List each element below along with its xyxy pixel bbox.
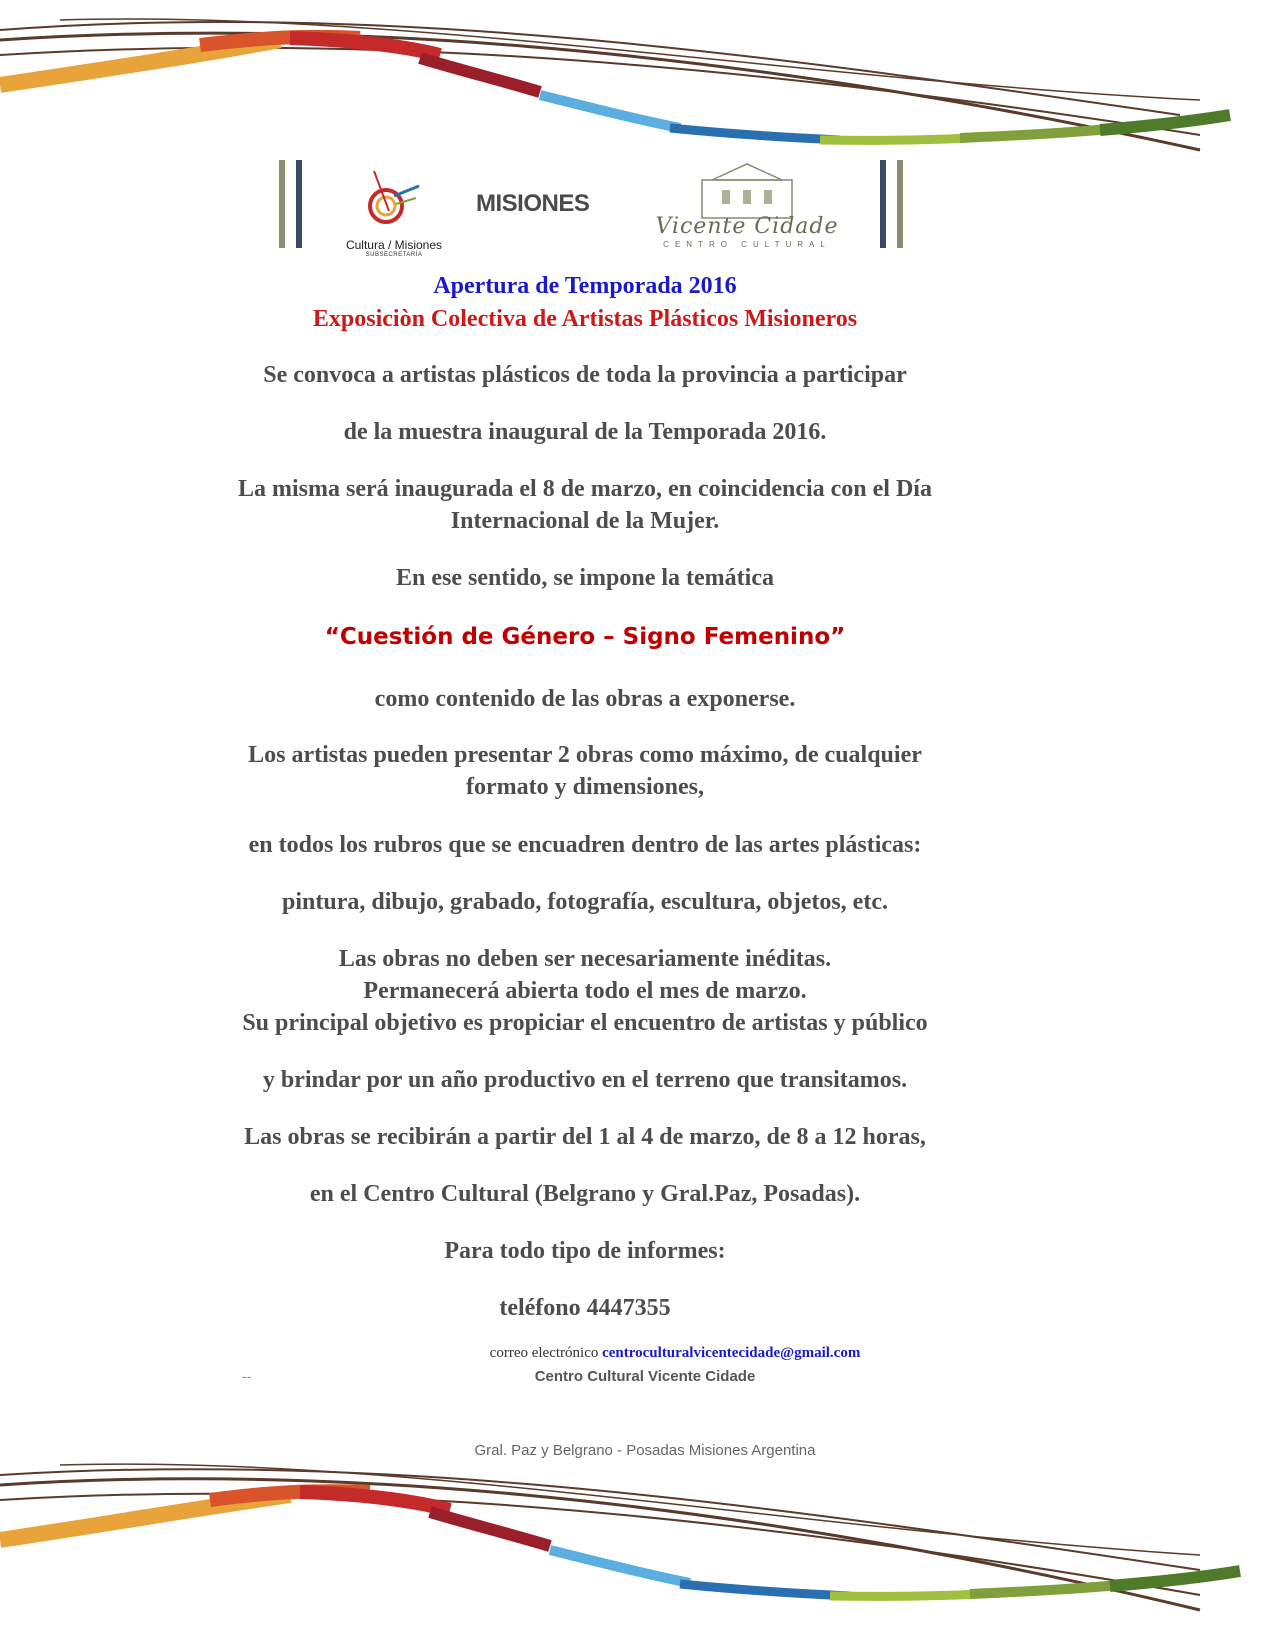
decorative-wave-bottom bbox=[0, 1450, 1280, 1639]
body-paragraph: En ese sentido, se impone la temática bbox=[396, 565, 774, 591]
cultura-misiones-logo bbox=[334, 166, 454, 258]
center-name: Centro Cultural Vicente Cidade bbox=[534, 1368, 756, 1385]
email-label: correo electrónico bbox=[489, 1345, 599, 1361]
building-icon bbox=[642, 160, 852, 220]
cultura-emblem-icon bbox=[334, 166, 454, 236]
vc-logo-sub: CENTRO CULTURAL bbox=[663, 240, 831, 249]
body-paragraph: Permanecerá abierta todo el mes de marzo. bbox=[363, 978, 807, 1004]
email-link[interactable]: centroculturalvicentecidade@gmail.com bbox=[602, 1345, 861, 1361]
vc-logo-script: Vicente Cidade bbox=[655, 214, 839, 239]
divider-bar bbox=[880, 160, 886, 248]
cultura-logo-name: Cultura / Misiones bbox=[345, 238, 443, 252]
cultura-logo-sub: SUBSECRETARÍA bbox=[365, 252, 423, 258]
body-paragraph: Se convoca a artistas plásticos de toda la provincia a participar bbox=[263, 362, 907, 388]
title-line-2: Exposiciòn Colectiva de Artistas Plásticos Misioneros bbox=[312, 306, 858, 332]
body-paragraph: La misma será inaugurada el 8 de marzo, en coincidencia con el Día bbox=[238, 476, 932, 502]
email-line bbox=[90, 1345, 1260, 1362]
body-paragraph: de la muestra inaugural de la Temporada 2016. bbox=[343, 419, 827, 445]
divider-bar bbox=[279, 160, 285, 248]
body-paragraph: pintura, dibujo, grabado, fotografía, escultura, objetos, etc. bbox=[282, 889, 888, 915]
logo-row bbox=[0, 160, 1280, 260]
signature-dash: -- bbox=[242, 1368, 252, 1384]
phone-number: teléfono 4447355 bbox=[499, 1295, 671, 1321]
body-paragraph: en el Centro Cultural (Belgrano y Gral.Paz, Posadas). bbox=[309, 1181, 861, 1207]
divider-bar bbox=[897, 160, 903, 248]
body-paragraph: Las obras no deben ser necesariamente inéditas. bbox=[338, 946, 832, 972]
body-paragraph: formato y dimensiones, bbox=[466, 774, 704, 800]
vicente-cidade-logo bbox=[642, 160, 852, 255]
divider-bar bbox=[296, 160, 302, 248]
body-paragraph: Las obras se recibirán a partir del 1 al 4 de marzo, de 8 a 12 horas, bbox=[244, 1124, 926, 1150]
decorative-wave-top bbox=[0, 0, 1280, 180]
body-paragraph: Los artistas pueden presentar 2 obras como máximo, de cualquier bbox=[248, 742, 922, 768]
body-paragraph: como contenido de las obras a exponerse. bbox=[374, 686, 796, 712]
body-paragraph: Su principal objetivo es propiciar el encuentro de artistas y público bbox=[242, 1010, 928, 1036]
address: Gral. Paz y Belgrano - Posadas Misiones Argentina bbox=[474, 1442, 816, 1459]
misiones-logo: MISIONES bbox=[476, 190, 590, 217]
title-line-1: Apertura de Temporada 2016 bbox=[433, 273, 737, 299]
body-paragraph: en todos los rubros que se encuadren dentro de las artes plásticas: bbox=[248, 832, 922, 858]
info-heading: Para todo tipo de informes: bbox=[444, 1238, 726, 1264]
body-paragraph: y brindar por un año productivo en el terreno que transitamos. bbox=[262, 1067, 908, 1093]
theme-title: “Cuestión de Género – Signo Femenino” bbox=[324, 624, 846, 650]
body-paragraph: Internacional de la Mujer. bbox=[450, 508, 720, 534]
